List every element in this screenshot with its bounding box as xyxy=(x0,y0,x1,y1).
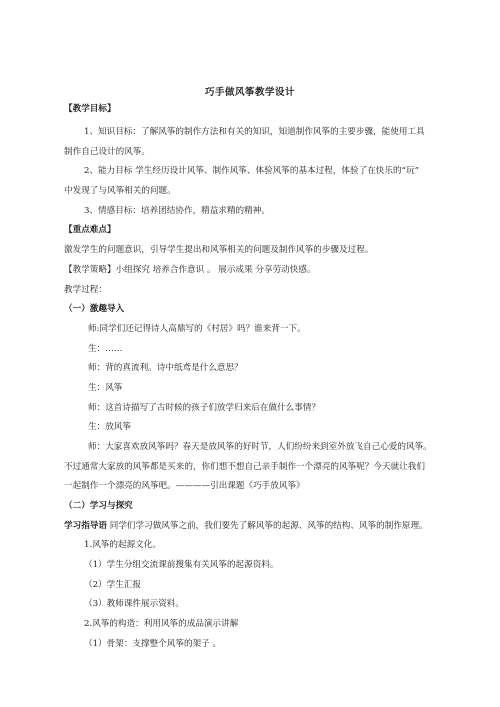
guide-label: 学习指导语 xyxy=(64,521,107,531)
explore-item: （3）教师课件展示资料。 xyxy=(84,599,184,609)
teaching-process-label: 教学过程： xyxy=(64,285,107,295)
dialogue-paragraph-line3: 一起制作一个漂亮的风筝吧。————引出课题《巧手放风筝》 xyxy=(64,481,305,491)
explore-item: （1）学生分组交流课前搜集有关风筝的起源资料。 xyxy=(84,560,279,570)
dialogue-paragraph-line1: 师：大家喜欢放风筝吗？春天是放风筝的好时节，人们纷纷来到室外放飞自己心爱的风筝。 xyxy=(88,442,432,452)
document-title: 巧手做风筝教学设计 xyxy=(204,87,295,98)
section-heading-explore: （二）学习与探究 xyxy=(64,501,133,511)
guide-text: 同学们学习做风筝之前，我们要先了解风筝的起源、风筝的结构、风筝的制作原理。 xyxy=(109,521,428,531)
dialogue-line: 师:同学们还记得诗人高鼎写的《村居》吗？谁来背一下。 xyxy=(88,324,306,334)
objective-knowledge-line2: 制作自己设计的风筝。 xyxy=(64,147,150,157)
dialogue-line: 生：…… xyxy=(88,344,123,354)
dialogue-line: 师：背的真流利。诗中纸鸢是什么意思？ xyxy=(88,363,243,373)
dialogue-line: 生：风筝 xyxy=(88,383,123,393)
guide-line xyxy=(64,520,444,532)
section-heading-objectives: 【教学目标】 xyxy=(64,104,116,114)
objective-ability-line2: 中发现了与风筝相关的问题。 xyxy=(64,186,176,196)
explore-item: 2.风筝的构造：利用风筝的成品演示讲解 xyxy=(84,619,239,629)
objective-ability-line1: 2、能力目标 学生经历设计风筝、制作风筝、体验风筝的基本过程，体验了在快乐的“玩” xyxy=(84,166,419,176)
keypoints-text: 激发学生的问题意识，引导学生提出和风筝相关的问题及制作风筝的步骤及过程。 xyxy=(64,245,374,255)
teaching-strategy: 【教学策略】小组探究 培养合作意识 。 展示成果 分享劳动快感。 xyxy=(64,265,316,275)
section-heading-intro: （一）激趣导入 xyxy=(64,304,125,314)
dialogue-paragraph-line2: 不过通常大家放的风筝都是买来的，你们想不想自己亲手制作一个漂亮的风筝呢？今天就让我们 xyxy=(64,462,425,472)
objective-emotion: 3、情感目标：培养团结协作，精益求精的精神。 xyxy=(84,206,270,216)
section-heading-keypoints: 【重点难点】 xyxy=(64,225,116,235)
objective-knowledge-line1: 1、知识目标：了解风筝的制作方法和有关的知识，知道制作风筝的主要步骤，能使用工具 xyxy=(84,127,425,137)
explore-item: 1.风筝的起源文化。 xyxy=(84,540,161,550)
dialogue-line: 师：这首诗描写了古时候的孩子们放学归来后在做什么事情？ xyxy=(88,403,321,413)
explore-item: （2）学生汇报 xyxy=(84,580,142,590)
explore-item: （1）骨架：支撑整个风筝的架子 。 xyxy=(84,639,222,649)
dialogue-line: 生：放风筝 xyxy=(88,422,131,432)
